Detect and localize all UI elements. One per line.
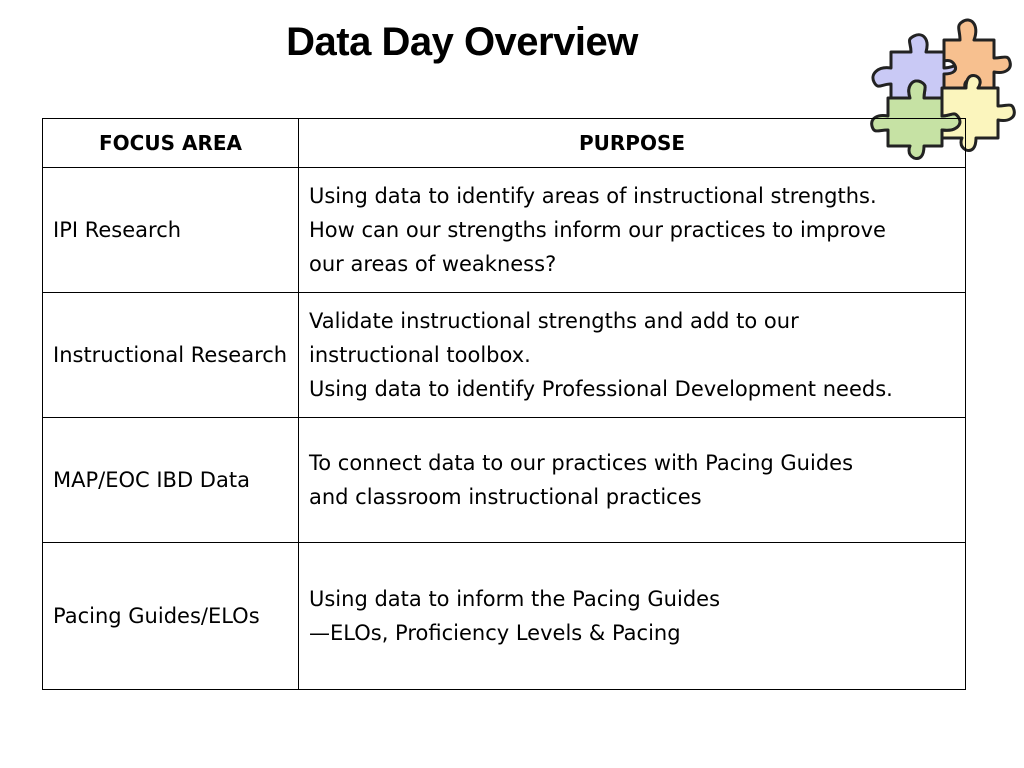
purpose-cell [299, 543, 966, 690]
table-header-row [43, 119, 966, 168]
table-row [43, 293, 966, 418]
purpose-line: instructional toolbox. [309, 343, 531, 367]
purpose-line: our areas of weakness? [309, 252, 557, 276]
purpose-line: —ELOs, Proficiency Levels & Pacing [309, 621, 681, 645]
focus-cell: MAP/EOC IBD Data [43, 418, 299, 543]
purpose-line: Using data to identify Professional Development needs. [309, 377, 893, 401]
header-focus-area: FOCUS AREA [43, 119, 299, 168]
purpose-cell [299, 418, 966, 543]
purpose-line: Validate instructional strengths and add to our [309, 309, 799, 333]
focus-cell: IPI Research [43, 168, 299, 293]
overview-table [42, 118, 966, 690]
slide-title: Data Day Overview [286, 20, 638, 64]
table-row [43, 168, 966, 293]
table-row [43, 418, 966, 543]
purpose-line: How can our strengths inform our practices to improve [309, 218, 886, 242]
focus-cell: Instructional Research [43, 293, 299, 418]
purpose-cell [299, 293, 966, 418]
purpose-line: Using data to identify areas of instructional strengths. [309, 184, 877, 208]
purpose-line: To connect data to our practices with Pacing Guides [309, 451, 854, 475]
table-row [43, 543, 966, 690]
purpose-line: and classroom instructional practices [309, 485, 702, 509]
focus-cell: Pacing Guides/ELOs [43, 543, 299, 690]
purpose-cell [299, 168, 966, 293]
purpose-line: Using data to inform the Pacing Guides [309, 587, 721, 611]
header-purpose: PURPOSE [299, 119, 966, 168]
